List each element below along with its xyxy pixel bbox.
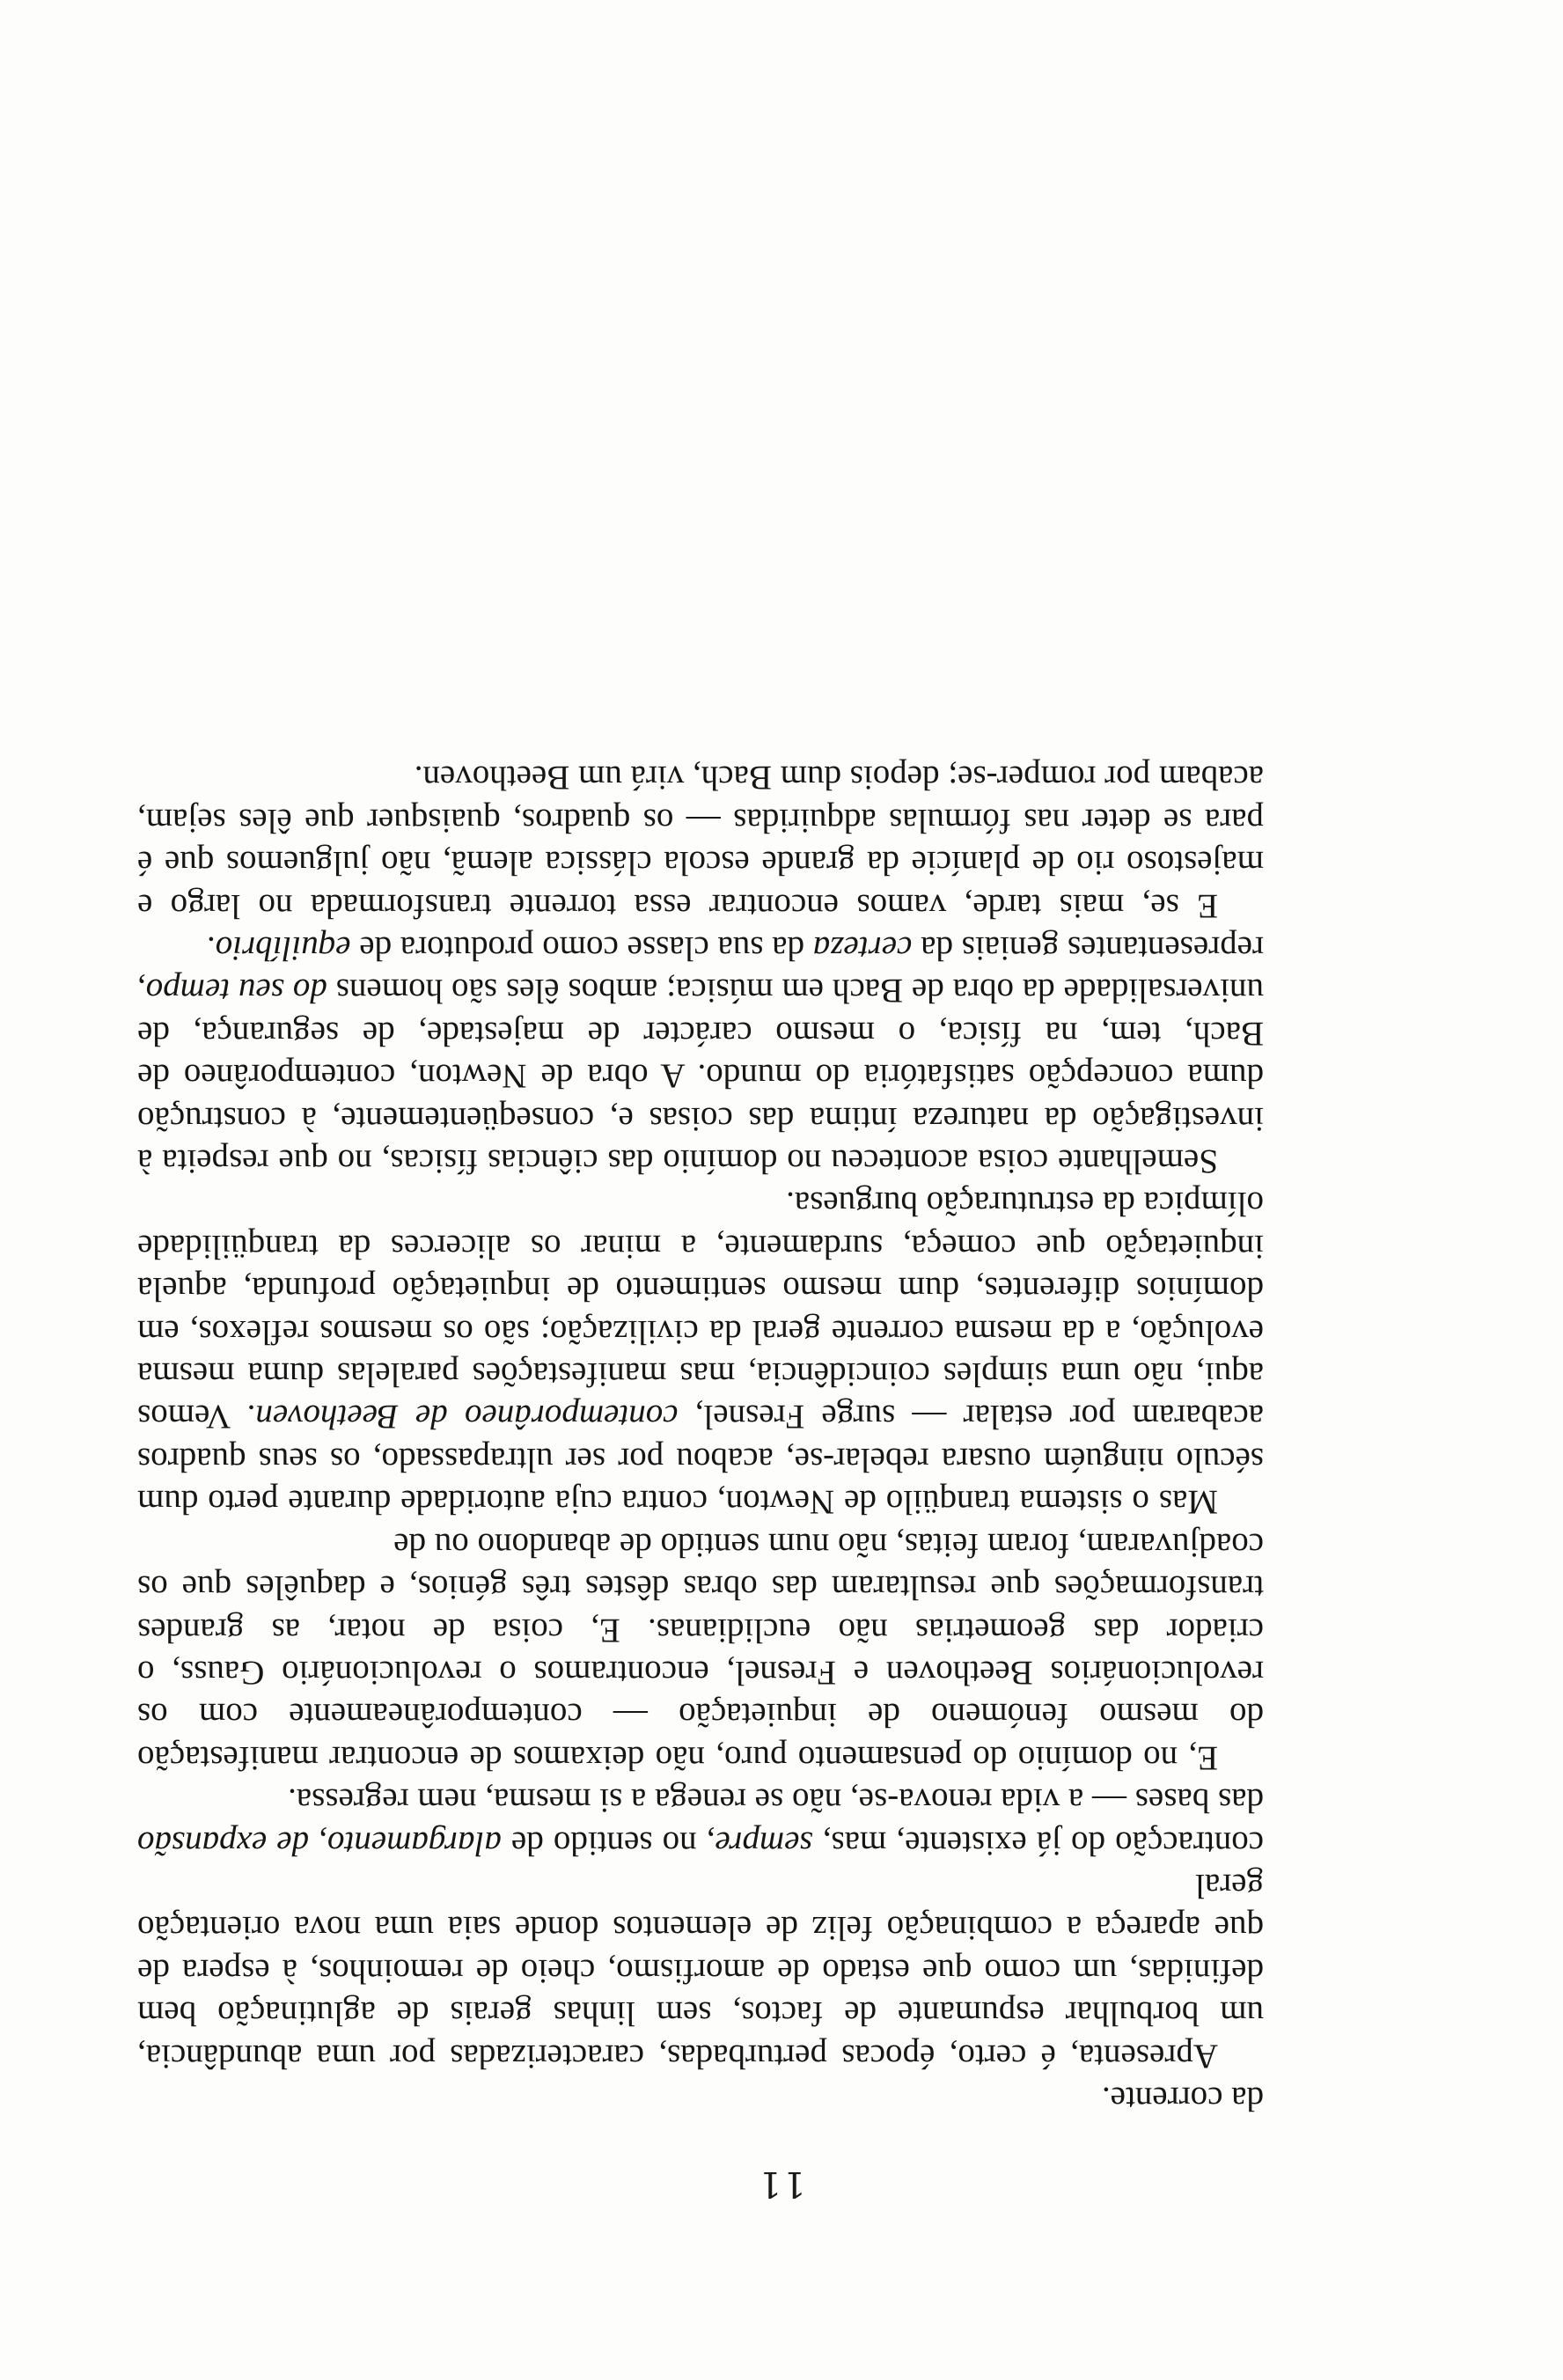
text-run: Mas o sistema tranqüilo de Newton, contra cuja autoridade durante perto dum século ninguém ousara rebelar-se, acabou por ser ultrapassado, os seus quadros acabaram por estalar — surge Fresnel,	[137, 1398, 1264, 1522]
italic-text: alargamento, de expansão	[136, 1824, 502, 1862]
text-run: .	[206, 929, 216, 968]
text-run: . Vemos aqui, não uma simples coincidência, mas manifestações paralelas duma mesma evolução, a da mesma corrente geral da civilização; são os mesmos reflexos, em domínios diferentes, dum mesmo sentimento de inquietação profunda, aquela inquietação que começa, surdamente, a minar os alicerces da tranqüilidade olímpica da estruturação burguesa.	[137, 1185, 1264, 1436]
text-run: Semelhante coisa aconteceu no domínio das ciências físicas, no que respeita à investigação da natureza íntima das coisas e, conseqüentemente, à construção duma concepção satisfatória do mundo. A obra de Newton, contemporâneo de Bach, tem, na física, o mesmo carácter de majestade, de segurança, de universalidade da obra de Bach em música; ambos êles são homens	[137, 972, 1264, 1181]
body-text	[137, 756, 1264, 2119]
paragraph	[137, 1779, 1264, 1864]
paragraph	[137, 756, 1264, 927]
text-run: Apresenta, é certo, épocas perturbadas, caracterizadas por uma abundância, um borbulhar espumante de factos, sem linhas gerais de aglutinação bem definidas, um como que estado de amorfismo, cheio de remoinhos, à espera de que apareça a combinação feliz de elementos donde saia uma nova orientação geral	[137, 1866, 1264, 2075]
paragraph	[137, 1523, 1264, 1778]
text-run: da sua classe como produtora de	[350, 929, 813, 968]
paragraph	[137, 1864, 1264, 2077]
paragraph	[137, 1182, 1264, 1523]
text-run: E, no domínio do pensamento puro, não deixamos de encontrar manifestação do mesmo fenómeno de inquietação — contemporâneamente com os revolucionários Beethoven e Fresnel, encontramos o revolucionário Gauss, o criador das geometrias não euclidianas. E, coisa de notar, as grandes transformações que resultaram das obras dêstes três génios, e daquêles que os coadjuvaram, foram feitas, não num sentido de abandono ou de	[137, 1525, 1264, 1777]
italic-text: contemporâneo de Beethoven	[255, 1398, 679, 1436]
text-run: da corrente.	[1101, 2080, 1264, 2118]
text-run: , representantes geniais da	[137, 929, 1264, 1010]
paragraph	[137, 2077, 1264, 2119]
italic-text: do seu tempo	[145, 972, 327, 1010]
text-run: , no sentido de	[501, 1824, 715, 1862]
italic-text: certeza	[812, 929, 913, 968]
text-run: das bases — a vida renova-se, não se renega a si mesma, nem regressa.	[288, 1781, 1264, 1820]
page-number: 11	[757, 2163, 806, 2204]
italic-text: sempre	[715, 1824, 813, 1862]
italic-text: equilíbrio	[215, 929, 351, 968]
text-run: contracção do já existente, mas,	[812, 1824, 1264, 1862]
text-run: E se, mais tarde, vamos encontrar essa torrente transformada no largo e majestoso rio de planície da grande escola clássica alemã, não julguemos que é para se deter nas fórmulas adquiridas — os quadros, quaisquer que êles sejam, acabam por romper-se; depois dum Bach, virá um Beethoven.	[137, 759, 1264, 925]
paragraph	[137, 927, 1264, 1182]
